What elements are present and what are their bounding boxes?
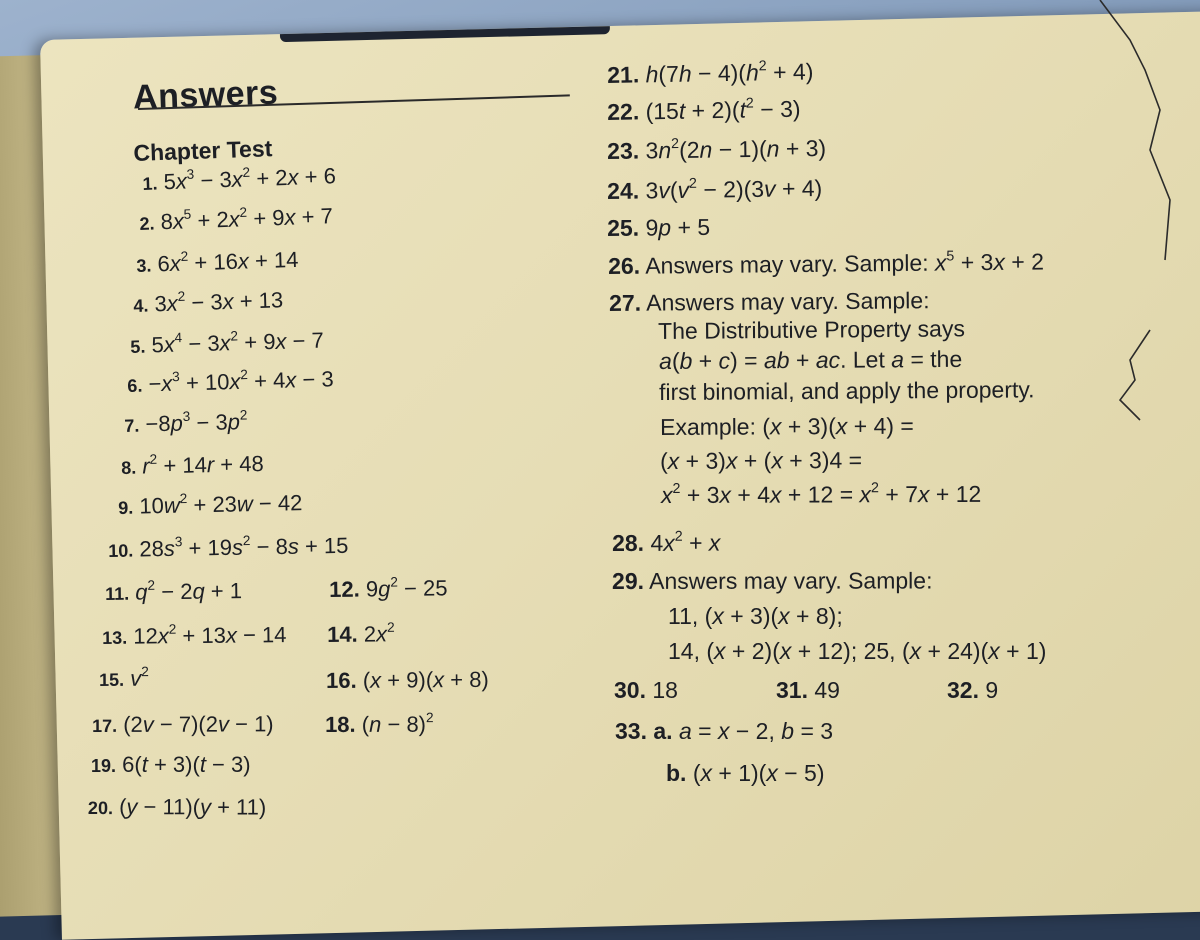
answer-28: 28. $4x^2 + x$ xyxy=(612,528,721,556)
answer-27-line-2: The Distributive Property says xyxy=(658,315,965,344)
answer-5: 5. $5x^4 - 3x^2 + 9x - 7$ xyxy=(130,327,325,358)
answer-15: 15. $v^2$ xyxy=(99,664,149,691)
answer-16: 16. (x + 9)(x + 8) xyxy=(326,666,489,693)
answer-7: 7. $-8p^3 - 3p^2$ xyxy=(124,407,248,437)
answer-27-line-6: (x + 3)x + (x + 3)4 = xyxy=(660,446,863,474)
answer-18: 18. $(n - 8)^2$ xyxy=(325,710,434,737)
answer-20: 20. (y − 11)(y + 11) xyxy=(87,794,267,820)
answer-11: 11. $q^2 - 2q + 1$ xyxy=(105,577,243,605)
answer-27-line-3: a(b + c) = ab + ac. Let a = the xyxy=(659,345,963,374)
answer-29: 29. Answers may vary. Sample: xyxy=(612,567,933,594)
section-title: Chapter Test xyxy=(133,135,273,166)
answer-13: 13. $12x^2 + 13x - 14$ xyxy=(102,621,287,649)
answer-30: 30. 18 xyxy=(614,677,678,703)
answer-4: 4. $3x^2 - 3x + 13$ xyxy=(133,287,284,317)
answer-24: 24. $3v(v^2 - 2)(3v + 4)$ xyxy=(607,174,823,204)
answer-9: 9. $10w^2 + 23w - 42$ xyxy=(118,490,303,519)
answer-31: 31. 49 xyxy=(776,677,840,703)
answer-27-line-5: Example: (x + 3)(x + 4) = xyxy=(660,412,914,440)
page-title: Answers xyxy=(132,73,279,117)
answer-2: 2. $8x^5 + 2x^2 + 9x + 7$ xyxy=(139,203,334,235)
answer-22: 22. $(15t + 2)(t^2 - 3)$ xyxy=(607,95,801,125)
answer-26: 26. Answers may vary. Sample: $x^5 + 3x + 2$ xyxy=(608,248,1045,279)
answer-27-line-4: first binomial, and apply the property. xyxy=(659,376,1035,405)
answer-12: 12. $9g^2 - 25$ xyxy=(329,574,448,602)
answer-6: 6. $-x^3 + 10x^2 + 4x - 3$ xyxy=(127,366,334,397)
answer-25: 25. 9p + 5 xyxy=(607,213,711,241)
answer-21: 21. $h(7h - 4)(h^2 + 4)$ xyxy=(607,58,814,88)
answer-33a: 33. a. a = x − 2, b = 3 xyxy=(615,718,834,744)
answer-23: 23. $3n^2(2n - 1)(n + 3)$ xyxy=(607,134,827,164)
answer-29-line-2: 11, (x + 3)(x + 8); xyxy=(668,603,843,629)
answer-14: 14. $2x^2$ xyxy=(327,619,395,647)
answer-33b: b. (x + 1)(x − 5) xyxy=(666,760,825,786)
answer-32: 32. 9 xyxy=(947,677,999,703)
answer-27-line-7: $x^2 + 3x + 4x + 12 = x^2 + 7x + 12$ xyxy=(661,480,982,508)
answer-3: 3. $6x^2 + 16x + 14$ xyxy=(136,246,299,277)
answer-27: 27. Answers may vary. Sample: xyxy=(609,287,930,316)
answer-10: 10. $28s^3 + 19s^2 - 8s + 15$ xyxy=(108,532,349,562)
answer-8: 8. $r^2 + 14r + 48$ xyxy=(121,451,264,479)
answer-1: 1. $5x^3 - 3x^2 + 2x + 6$ xyxy=(142,163,337,195)
answer-17: 17. (2v − 7)(2v − 1) xyxy=(92,711,274,737)
answer-29-line-3: 14, (x + 2)(x + 12); 25, (x + 24)(x + 1) xyxy=(668,638,1047,664)
answer-19: 19. 6(t + 3)(t − 3) xyxy=(91,752,251,777)
